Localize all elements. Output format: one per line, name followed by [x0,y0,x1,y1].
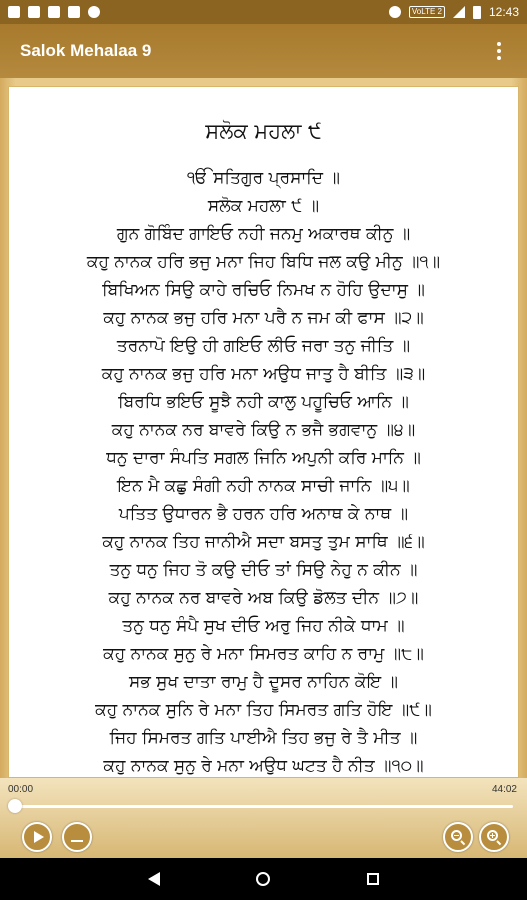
verse-line: ਤਨੁ ਧਨੁ ਜਿਹ ਤੋ ਕਉ ਦੀਓ ਤਾਂ ਸਿਉ ਨੇਹੁ ਨ ਕੀਨ ॥ [109,560,418,580]
reading-page[interactable] [8,86,519,778]
navigation-bar [0,858,527,900]
notification-icon [8,6,20,18]
verse-line: ਤਨੁ ਧਨੁ ਸੰਪੈ ਸੁਖ ਦੀਓ ਅਰੁ ਜਿਹ ਨੀਕੇ ਧਾਮ ॥ [122,616,405,636]
verse-line: ਜਿਹ ਸਿਮਰਤ ਗਤਿ ਪਾਈਐ ਤਿਹ ਭਜੁ ਰੇ ਤੈ ਮੀਤ ॥ [109,728,418,748]
zoom-out-icon [451,830,465,844]
verse-line: ੴ ਸਤਿਗੁਰ ਪ੍ਰਸਾਦਿ ॥ [187,168,340,188]
play-icon [34,831,44,843]
verse-line: ਬਿਰਧਿ ਭਇਓ ਸੂਝੈ ਨਹੀ ਕਾਲੁ ਪਹੂਚਿਓ ਆਨਿ ॥ [118,392,409,412]
verse-list [9,164,518,778]
verse-line: ਕਹੁ ਨਾਨਕ ਸੁਨੁ ਰੇ ਮਨਾ ਸਿਮਰਤ ਕਾਹਿ ਨ ਰਾਮੁ ॥੮॥ [103,644,424,664]
zoom-in-button[interactable] [479,822,509,852]
stop-button[interactable] [62,822,92,852]
verse-line: ਗੁਨ ਗੋਬਿੰਦ ਗਾਇਓ ਨਹੀ ਜਨਮੁ ਅਕਾਰਥ ਕੀਨੁ ॥ [116,224,411,244]
verse-line: ਸਭ ਸੁਖ ਦਾਤਾ ਰਾਮੁ ਹੈ ਦੂਸਰ ਨਾਹਿਨ ਕੋਇ ॥ [129,672,398,692]
image-icon [68,6,80,18]
network-label: VoLTE 2 [409,6,445,18]
verse-line: ਕਹੁ ਨਾਨਕ ਸੁਨਿ ਰੇ ਮਨਾ ਤਿਹ ਸਿਮਰਤ ਗਤਿ ਹੋਇ ॥੯॥ [95,700,432,720]
recents-icon[interactable] [367,873,379,885]
verse-line: ਕਹੁ ਨਾਨਕ ਨਰ ਬਾਵਰੇ ਅਬ ਕਿਉ ਡੋਲਤ ਦੀਨ ॥੭॥ [108,588,419,608]
app-title: Salok Mehalaa 9 [20,41,152,60]
verse-line: ਧਨੁ ਦਾਰਾ ਸੰਪਤਿ ਸਗਲ ਜਿਨਿ ਅਪੁਨੀ ਕਰਿ ਮਾਨਿ ॥ [106,448,421,468]
status-bar [0,0,527,24]
verse-line: ਕਹੁ ਨਾਨਕ ਭਜੁ ਹਰਿ ਮਨਾ ਅਉਧ ਜਾਤੁ ਹੈ ਬੀਤਿ ॥੩॥ [101,364,426,384]
upload-icon [48,6,60,18]
verse-line: ਇਨ ਮੈ ਕਛੁ ਸੰਗੀ ਨਹੀ ਨਾਨਕ ਸਾਚੀ ਜਾਨਿ ॥੫॥ [117,476,410,496]
audio-player [0,778,527,858]
status-notifications [8,6,100,18]
stop-icon [71,840,83,842]
android-icon [88,6,100,18]
verse-line: ਪਤਿਤ ਉਧਾਰਨ ਭੈ ਹਰਨ ਹਰਿ ਅਨਾਥ ਕੇ ਨਾਥ ॥ [118,504,409,524]
back-icon[interactable] [148,872,160,886]
verse-line: ਕਹੁ ਨਾਨਕ ਤਿਹ ਜਾਨੀਐ ਸਦਾ ਬਸਤੁ ਤੁਮ ਸਾਥਿ ॥੬॥ [102,532,425,552]
seek-thumb[interactable] [8,799,22,813]
verse-line: ਕਹੁ ਨਾਨਕ ਹਰਿ ਭਜੁ ਮਨਾ ਜਿਹ ਬਿਧਿ ਜਲ ਕਉ ਮੀਨੁ ॥੧॥ [86,252,441,272]
zoom-in-icon [487,830,501,844]
page-title: ਸਲੋਕ ਮਹਲਾ ੯ [205,119,322,143]
app-bar [0,24,527,78]
signal-icon [453,6,465,18]
verse-line: ਬਿਖਿਅਨ ਸਿਉ ਕਾਹੇ ਰਚਿਓ ਨਿਮਖ ਨ ਹੋਹਿ ਉਦਾਸੁ ॥ [102,280,425,300]
home-icon[interactable] [256,872,270,886]
play-button[interactable] [22,822,52,852]
total-time: 44:02 [491,784,517,795]
clock: 12:43 [488,5,519,19]
overflow-menu-icon[interactable] [487,36,511,66]
current-time: 00:00 [8,784,34,795]
seek-bar[interactable] [14,805,513,808]
verse-line: ਸਲੋਕ ਮਹਲਾ ੯ ॥ [207,196,320,216]
notification-icon [28,6,40,18]
verse-line: ਕਹੁ ਨਾਨਕ ਨਰ ਬਾਵਰੇ ਕਿਉ ਨ ਭਜੈ ਭਗਵਾਨੁ ॥੪॥ [111,420,416,440]
status-system [389,5,519,19]
sync-icon [389,6,401,18]
zoom-out-button[interactable] [443,822,473,852]
battery-icon [473,6,481,19]
verse-line: ਕਹੁ ਨਾਨਕ ਭਜੁ ਹਰਿ ਮਨਾ ਪਰੈ ਨ ਜਮ ਕੀ ਫਾਸ ॥੨॥ [103,308,424,328]
verse-line: ਤਰਨਾਪੋ ਇਉ ਹੀ ਗਇਓ ਲੀਓ ਜਰਾ ਤਨੁ ਜੀਤਿ ॥ [116,336,411,356]
verse-line: ਕਹੁ ਨਾਨਕ ਸੁਨੁ ਰੇ ਮਨਾ ਅਉਧ ਘਟਤ ਹੈ ਨੀਤ ॥੧੦॥ [103,756,424,776]
